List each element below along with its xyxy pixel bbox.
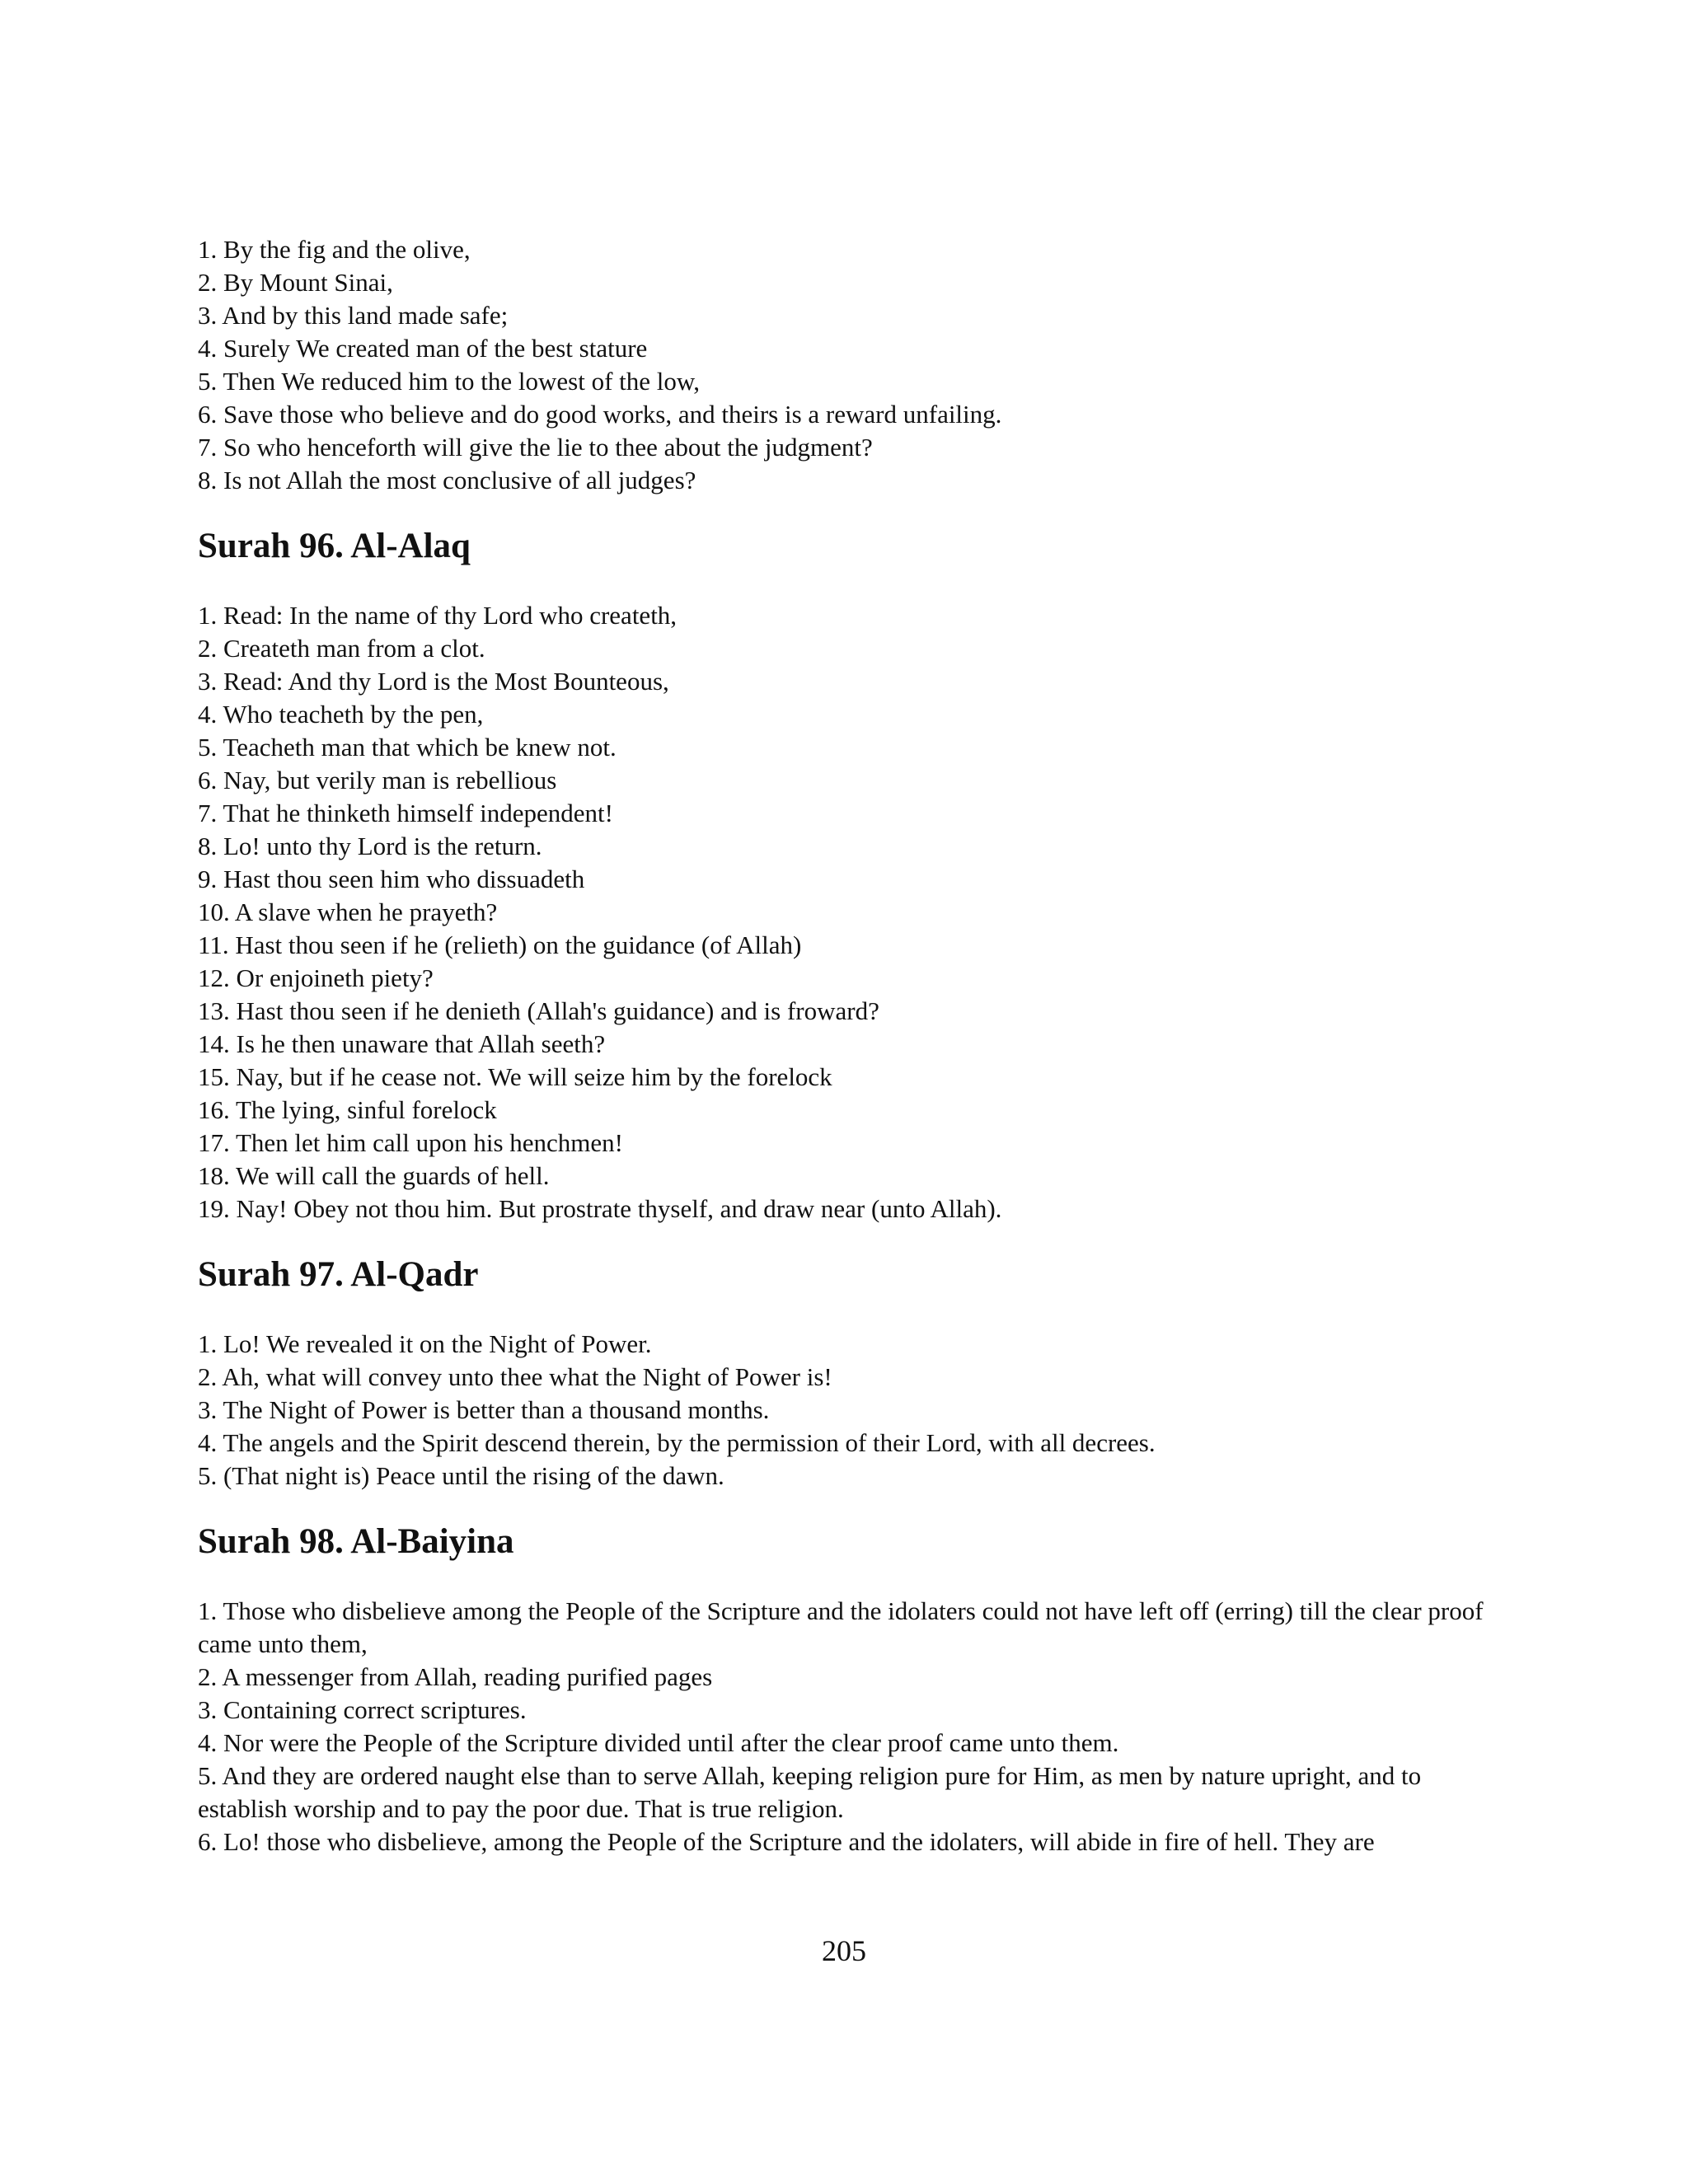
verse-line: 7. So who henceforth will give the lie to thee about the judgment? [198, 433, 873, 462]
verse-line: 2. Ah, what will convey unto thee what the Night of Power is! [198, 1362, 832, 1391]
verse-line: 3. The Night of Power is better than a thousand months. [198, 1395, 770, 1424]
verse-line: 1. Lo! We revealed it on the Night of Power. [198, 1329, 652, 1358]
verse-line: 7. That he thinketh himself independent! [198, 799, 613, 827]
verse-line: 4. The angels and the Spirit descend therein, by the permission of their Lord, with all decrees. [198, 1428, 1156, 1457]
verse-line: 8. Lo! unto thy Lord is the return. [198, 832, 542, 860]
verse-line: 14. Is he then unaware that Allah seeth? [198, 1029, 606, 1058]
verse-line: 2. A messenger from Allah, reading purified pages [198, 1662, 713, 1691]
surah-98-section [198, 1521, 1500, 1858]
verse-line: 3. Containing correct scriptures. [198, 1695, 527, 1724]
verse-line: 19. Nay! Obey not thou him. But prostrate thyself, and draw near (unto Allah). [198, 1194, 1002, 1223]
surah-heading: Surah 98. Al-Baiyina [198, 1522, 514, 1561]
verse-line: 4. Nor were the People of the Scripture divided until after the clear proof came unto them. [198, 1728, 1119, 1757]
verse-line: 2. Createth man from a clot. [198, 634, 485, 663]
verse-line: 6. Save those who believe and do good works, and theirs is a reward unfailing. [198, 400, 1002, 429]
verse-line: 10. A slave when he prayeth? [198, 898, 498, 926]
verse-line: 12. Or enjoineth piety? [198, 963, 434, 992]
verse-line: 4. Surely We created man of the best stature [198, 334, 648, 363]
verse-line: 5. (That night is) Peace until the rising of the dawn. [198, 1461, 724, 1490]
verse-line: 9. Hast thou seen him who dissuadeth [198, 865, 585, 893]
surah-verse-list [198, 599, 1500, 1226]
surah-verse-list [198, 1595, 1500, 1858]
verse-line: 1. By the fig and the olive, [198, 235, 471, 264]
surah-verse-list [198, 1328, 1500, 1493]
verse-line: 15. Nay, but if he cease not. We will seize him by the forelock [198, 1062, 832, 1091]
verse-line: 16. The lying, sinful forelock [198, 1095, 497, 1124]
verse-line: 1. Those who disbelieve among the People of the Scripture and the idolaters could not have left off (erring) till the clear proof came unto them, [198, 1596, 1484, 1658]
verse-line: 2. By Mount Sinai, [198, 268, 393, 297]
surah-97-section [198, 1254, 1500, 1493]
verse-line: 3. Read: And thy Lord is the Most Bounteous, [198, 667, 669, 696]
verse-line: 4. Who teacheth by the pen, [198, 700, 484, 729]
verse-line: 6. Nay, but verily man is rebellious [198, 766, 557, 794]
verse-line: 1. Read: In the name of thy Lord who createth, [198, 601, 678, 630]
verse-line: 18. We will call the guards of hell. [198, 1161, 550, 1190]
verse-line: 13. Hast thou seen if he denieth (Allah's guidance) and is froward? [198, 996, 879, 1025]
verse-line: 5. And they are ordered naught else than to serve Allah, keeping religion pure for Him, as men by nature upright, and to establish worship and to pay the poor due. That is true religion. [198, 1761, 1422, 1823]
surah-heading: Surah 97. Al-Qadr [198, 1255, 479, 1294]
page-number: 205 [822, 1934, 866, 1967]
intro-verse-list [198, 233, 1500, 497]
verse-line: 5. Teacheth man that which be knew not. [198, 733, 617, 762]
surah-heading: Surah 96. Al-Alaq [198, 527, 471, 565]
verse-line: 6. Lo! those who disbelieve, among the People of the Scripture and the idolaters, will abide in fire of hell. They are [198, 1827, 1375, 1856]
verse-line: 5. Then We reduced him to the lowest of the low, [198, 367, 701, 396]
verse-line: 3. And by this land made safe; [198, 301, 509, 330]
verse-line: 17. Then let him call upon his henchmen! [198, 1128, 623, 1157]
verse-line: 11. Hast thou seen if he (relieth) on the guidance (of Allah) [198, 930, 802, 959]
page-content [198, 233, 1500, 1858]
verse-line: 8. Is not Allah the most conclusive of all judges? [198, 466, 696, 494]
surah-96-section [198, 525, 1500, 1226]
